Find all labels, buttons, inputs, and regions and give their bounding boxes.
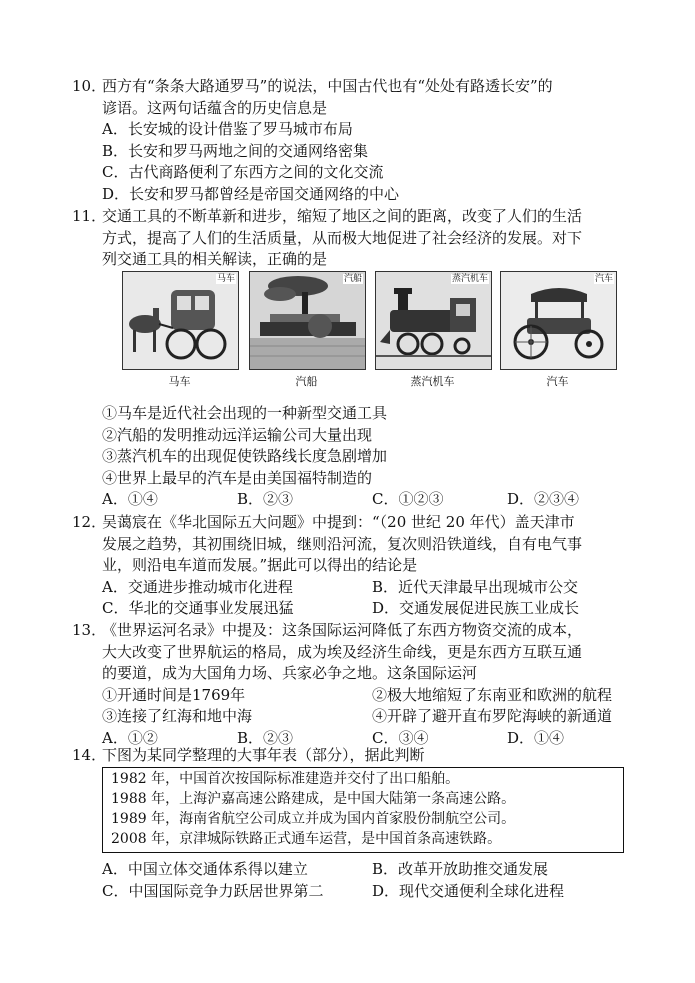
locomotive-image: [375, 271, 492, 370]
option-b[interactable]: B．②③: [237, 490, 294, 509]
chronology-entry: 1989 年，海南省航空公司成立并成为国内首家股份制航空公司。: [111, 811, 516, 827]
chronology-entry: 1988 年，上海沪嘉高速公路建成，是中国大陆第一条高速公路。: [111, 791, 516, 807]
option-a[interactable]: A．中国立体交通体系得以建立: [102, 860, 308, 878]
question-stem-line: 方式，提高了人们的生活质量，从而极大地促进了社会经济的发展。对下: [102, 228, 583, 247]
option-b[interactable]: B．近代天津最早出现城市公交: [372, 577, 579, 596]
question-stem-line: 发展之趋势，其初围绕旧城，继则沿河流，复次则沿铁道线，自有电气事: [102, 534, 583, 553]
image-tag: 汽船: [343, 274, 362, 284]
statement: ③蒸汽机车的出现促使铁路线长度急剧增加: [102, 447, 388, 466]
image-caption: 汽船: [295, 375, 318, 388]
question-number: 10．: [72, 77, 107, 95]
option-a[interactable]: A．交通进步推动城市化进程: [102, 577, 293, 596]
statement: ②汽船的发明推动远洋运输公司大量出现: [102, 425, 373, 444]
automobile-image: [500, 271, 617, 370]
question-14-options: [72, 859, 642, 902]
question-13: [72, 620, 642, 750]
option-c[interactable]: C．③④: [372, 728, 429, 747]
image-caption: 蒸汽机车: [410, 375, 455, 388]
option-c[interactable]: C．古代商路便利了东西方之间的文化交流: [102, 163, 384, 182]
option-b[interactable]: B．改革开放助推交通发展: [372, 860, 549, 878]
option-b[interactable]: B．长安和罗马两地之间的交通网络密集: [102, 141, 369, 160]
question-number: 12．: [72, 513, 107, 531]
statement: ①开通时间是1769年: [102, 685, 246, 704]
question-number: 14．: [72, 746, 107, 764]
question-11-statements: [72, 403, 642, 511]
chronology-entry: 2008 年，京津城际铁路正式通车运营，是中国首条高速铁路。: [111, 831, 502, 847]
statement: ④开辟了避开直布罗陀海峡的新通道: [372, 707, 613, 726]
image-tag: 马车: [216, 274, 235, 284]
question-stem-line: 吴蔼宸在《华北国际五大问题》中提到：“（20 世纪 20 年代）盖天津市: [102, 513, 575, 531]
question-stem-line: 的要道，成为大国角力场、兵家必争之地。这条国际运河: [102, 664, 478, 683]
question-stem-line: 列交通工具的相关解读，正确的是: [102, 250, 328, 269]
question-12: [72, 512, 642, 620]
vehicle-images: [122, 271, 622, 393]
chronology-entry: 1982 年，中国首次按国际标准建造并交付了出口船舶。: [111, 771, 460, 787]
steamboat-image: [249, 271, 366, 370]
statement: ④世界上最早的汽车是由美国福特制造的: [102, 468, 373, 487]
option-a[interactable]: A．①②: [102, 728, 158, 747]
question-11: [72, 206, 642, 271]
question-10: [72, 76, 642, 206]
carriage-image: [122, 271, 239, 370]
option-d[interactable]: D．现代交通便利全球化进程: [372, 881, 565, 900]
question-number: 13．: [72, 621, 107, 639]
option-d[interactable]: D．②③④: [507, 490, 580, 509]
question-stem-line: 交通工具的不断革新和进步，缩短了地区之间的距离，改变了人们的生活: [102, 207, 583, 225]
option-b[interactable]: B．②③: [237, 728, 294, 747]
question-stem-line: 大大改变了世界航运的格局，成为埃及经济生命线，更是东西方互联互通: [102, 642, 583, 661]
question-14: [72, 745, 642, 767]
statement: ②极大地缩短了东南亚和欧洲的航程: [372, 685, 613, 704]
question-stem-line: 业，则沿电车道而发展。”据此可以得出的结论是: [102, 556, 418, 575]
option-d[interactable]: D．①④: [507, 728, 565, 747]
option-a[interactable]: A．①④: [102, 490, 158, 509]
question-stem-line: 西方有“条条大路通罗马”的说法，中国古代也有“处处有路透长安”的: [102, 77, 553, 95]
question-stem-line: 下图为某同学整理的大事年表（部分），据此判断: [102, 746, 425, 764]
question-number: 11．: [72, 207, 107, 225]
image-caption: 马车: [168, 375, 191, 388]
option-c[interactable]: C．中国国际竞争力跃居世界第二: [102, 881, 324, 900]
option-a[interactable]: A．长安城的设计借鉴了罗马城市布局: [102, 120, 353, 139]
option-d[interactable]: D．长安和罗马都曾经是帝国交通网络的中心: [102, 184, 400, 203]
image-caption: 汽车: [546, 375, 569, 388]
statement: ①马车是近代社会出现的一种新型交通工具: [102, 404, 388, 422]
image-tag: 蒸汽机车: [451, 274, 488, 284]
chronology-table: [102, 767, 624, 853]
option-c[interactable]: C．华北的交通事业发展迅猛: [102, 599, 294, 618]
question-stem-line: 《世界运河名录》中提及：这条国际运河降低了东西方物资交流的成本，: [102, 621, 583, 639]
question-stem-line: 谚语。这两句话蕴含的历史信息是: [102, 98, 328, 117]
option-c[interactable]: C．①②③: [372, 490, 444, 509]
option-d[interactable]: D．交通发展促进民族工业成长: [372, 599, 580, 618]
image-tag: 汽车: [594, 274, 613, 284]
statement: ③连接了红海和地中海: [102, 707, 253, 726]
